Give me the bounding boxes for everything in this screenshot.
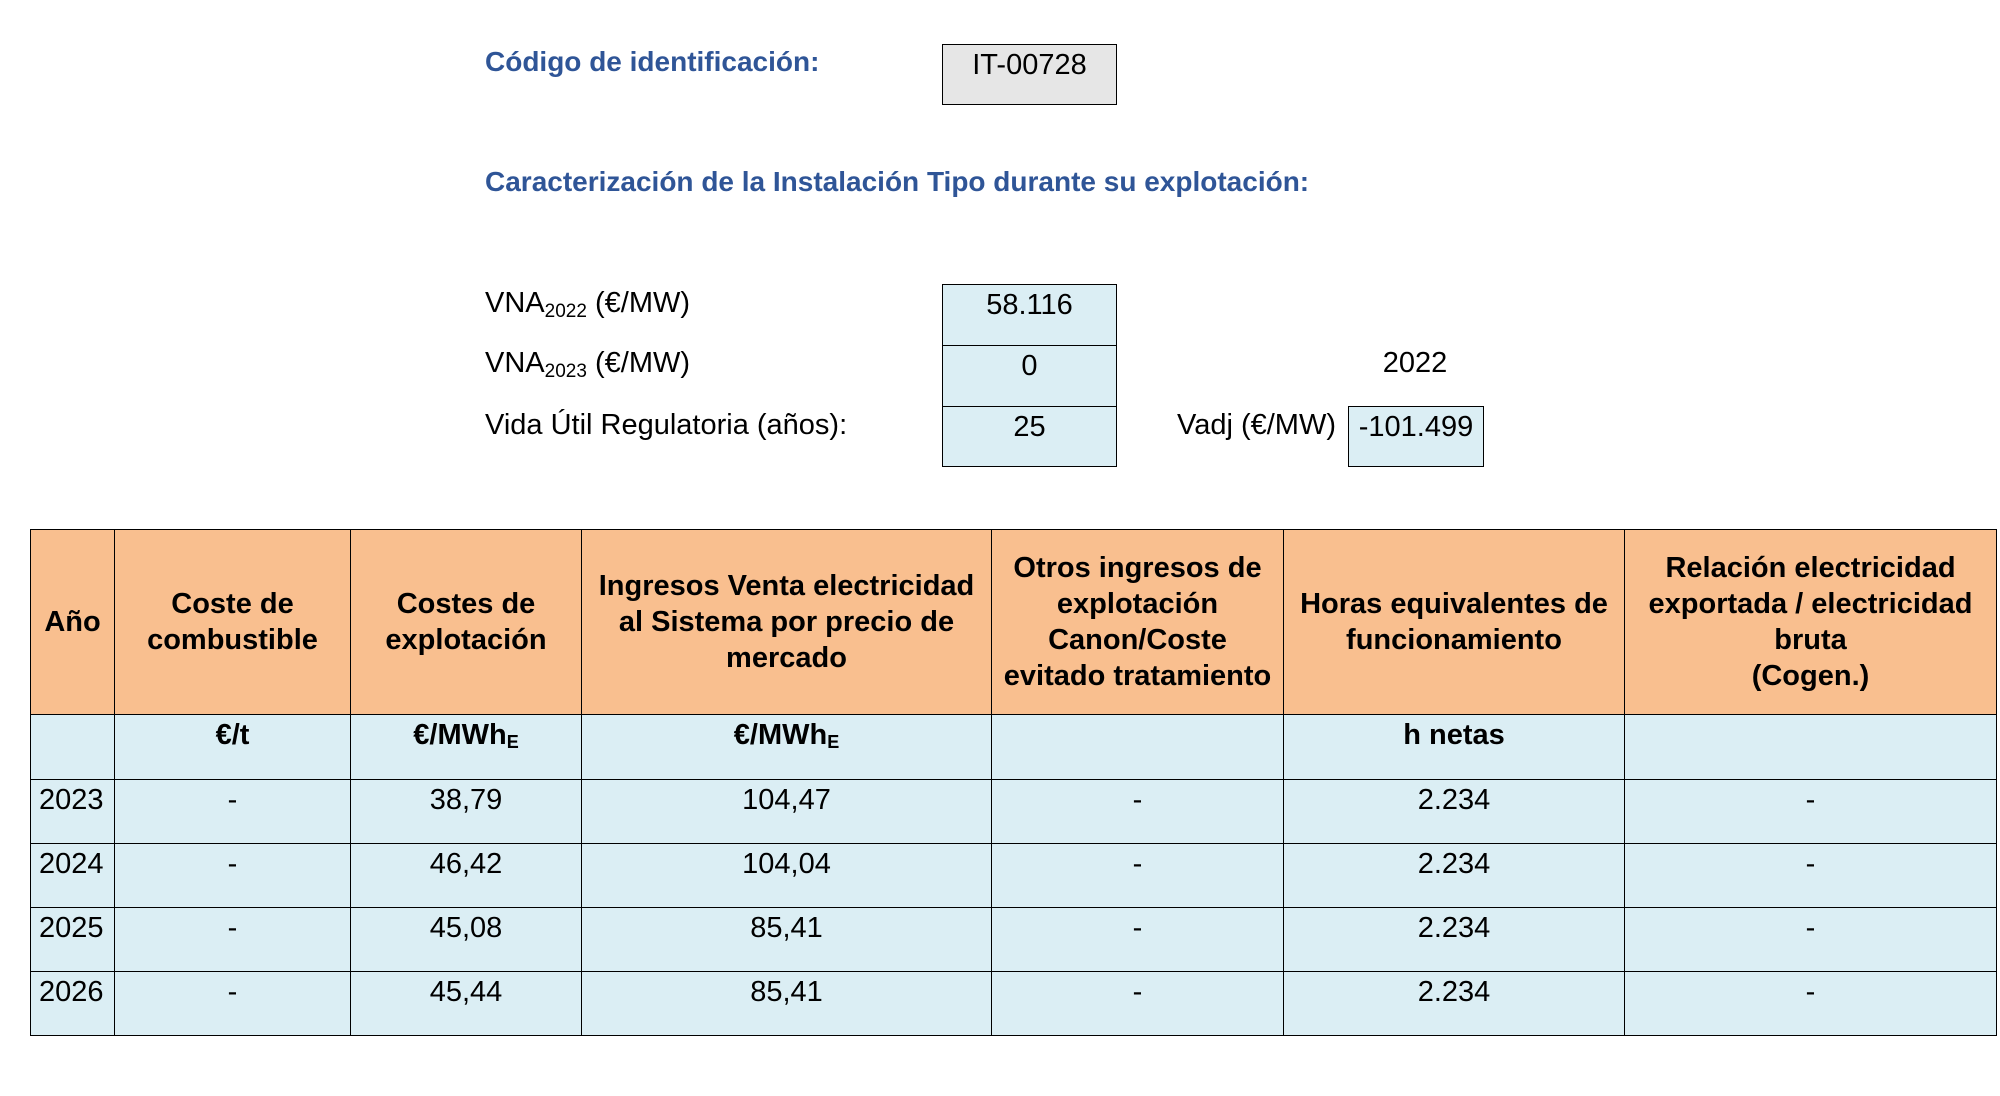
table-row <box>31 780 1997 844</box>
table-cell: - <box>992 780 1284 844</box>
unit-cell: h netas <box>1284 715 1625 780</box>
table-cell: 2.234 <box>1284 844 1625 908</box>
header-ingresos-venta: Ingresos Venta electricidad al Sistema por precio de mercado <box>582 530 992 715</box>
unit-cell <box>992 715 1284 780</box>
table-cell: - <box>1625 908 1997 972</box>
table-header-row <box>31 530 1997 715</box>
table-row <box>31 972 1997 1036</box>
table-cell: - <box>992 908 1284 972</box>
vna2022-value: 58.116 <box>942 284 1117 346</box>
table-cell: - <box>1625 844 1997 908</box>
table-cell: - <box>115 844 351 908</box>
header-ano: Año <box>31 530 115 715</box>
unit-cell <box>1625 715 1997 780</box>
table-cell: - <box>992 972 1284 1036</box>
table-cell: 45,08 <box>351 908 582 972</box>
table-cell: - <box>992 844 1284 908</box>
section-title: Caracterización de la Instalación Tipo durante su explotación: <box>485 166 1310 197</box>
table-row <box>31 908 1997 972</box>
cell-year: 2025 <box>31 908 115 972</box>
cell-year: 2024 <box>31 844 115 908</box>
table-row <box>31 844 1997 908</box>
cell-year: 2023 <box>31 780 115 844</box>
table-cell: - <box>115 908 351 972</box>
table-cell: 45,44 <box>351 972 582 1036</box>
vida-util-label: Vida Útil Regulatoria (años): <box>485 409 848 441</box>
units-row <box>31 715 1997 780</box>
table-cell: 85,41 <box>582 972 992 1036</box>
header-horas-equivalentes: Horas equivalentes de funcionamiento <box>1284 530 1625 715</box>
table-cell: 104,47 <box>582 780 992 844</box>
identification-code: IT-00728 <box>942 44 1117 105</box>
table-cell: 38,79 <box>351 780 582 844</box>
cell-year: 2026 <box>31 972 115 1036</box>
table-cell: 46,42 <box>351 844 582 908</box>
header-otros-ingresos: Otros ingresos de explotación Canon/Coste evitado tratamiento <box>992 530 1284 715</box>
table-cell: 2.234 <box>1284 972 1625 1036</box>
vadj-label: Vadj (€/MW) <box>1177 409 1336 441</box>
table-cell: - <box>1625 972 1997 1036</box>
table-cell: 2.234 <box>1284 908 1625 972</box>
unit-cell: €/MWh$_E$ <box>351 715 582 780</box>
table-cell: 104,04 <box>582 844 992 908</box>
header-relacion-electricidad: Relación electricidad exportada / electricidad bruta (Cogen.) <box>1625 530 1997 715</box>
data-table <box>30 529 1997 1036</box>
vna2022-label: $VNA_{2022}$ (€/MW) <box>485 287 691 322</box>
table-cell: - <box>115 972 351 1036</box>
table-cell: - <box>115 780 351 844</box>
year-label: 2022 <box>1382 347 1448 379</box>
vna2023-label: $VNA_{2023}$ (€/MW) <box>485 347 691 382</box>
vadj-value: -101.499 <box>1348 406 1484 467</box>
identification-label: Código de identificación: <box>485 46 820 77</box>
table-cell: - <box>1625 780 1997 844</box>
unit-cell: €/MWh$_E$ <box>582 715 992 780</box>
table-cell: 2.234 <box>1284 780 1625 844</box>
unit-cell: €/t <box>115 715 351 780</box>
table-cell: 85,41 <box>582 908 992 972</box>
unit-cell <box>31 715 115 780</box>
header-costes-explotacion: Costes de explotación <box>351 530 582 715</box>
header-coste-combustible: Coste de combustible <box>115 530 351 715</box>
vida-util-value: 25 <box>942 406 1117 467</box>
vna2023-value: 0 <box>942 345 1117 407</box>
